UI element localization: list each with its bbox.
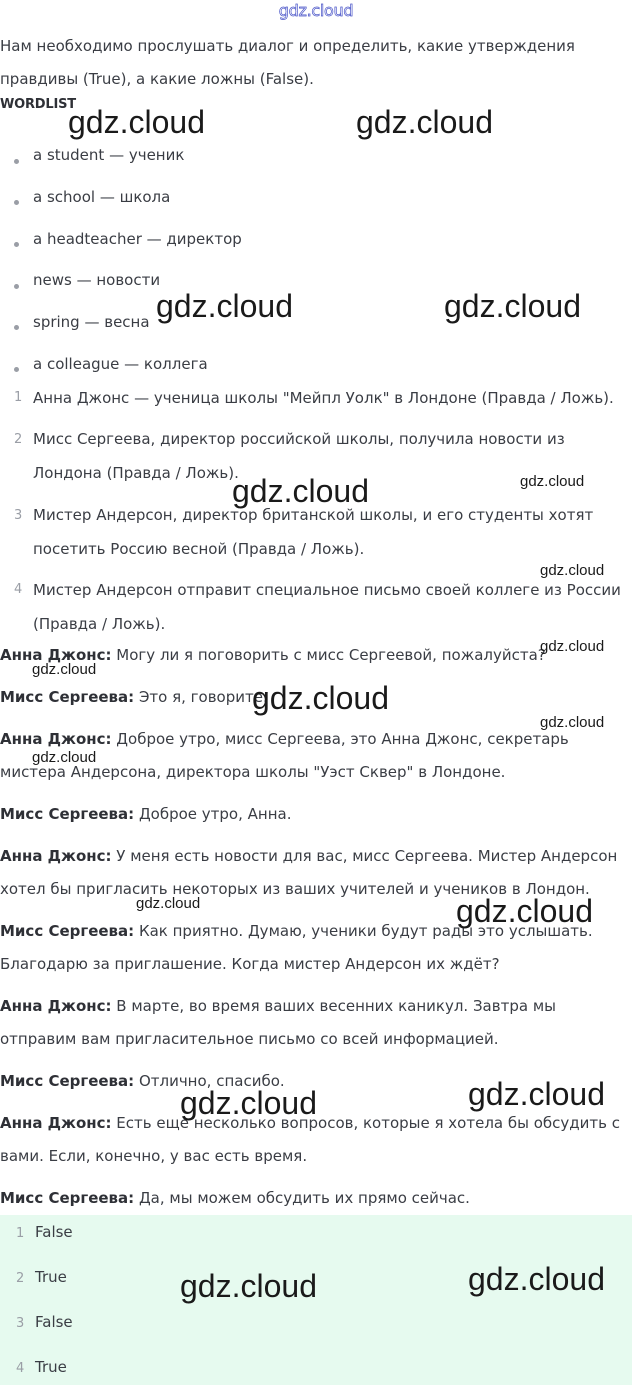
statement-number: 1	[14, 390, 23, 405]
bullet-icon	[14, 200, 19, 205]
watermark-text: gdz.cloud	[540, 714, 605, 731]
speech-text: Доброе утро, мисс Сергеева, это Анна Джонс, секретарь мистера Андерсона, директора школы "Уэст Сквер" в Лондоне.	[0, 730, 569, 781]
wordlist-heading: WORDLIST	[0, 97, 76, 112]
answer-value: False	[35, 1313, 73, 1331]
wordlist-item: a school — школа	[33, 188, 171, 206]
speaker-name: Анна Джонс:	[0, 847, 112, 865]
watermark-text: gdz.cloud	[156, 288, 293, 324]
answer-number: 2	[16, 1271, 25, 1286]
watermark-text: gdz.cloud	[444, 288, 581, 324]
speech-text: В марте, во время ваших весенних каникул. Завтра мы отправим вам пригласительное письмо со всей информацией.	[0, 997, 556, 1048]
task-description: Нам необходимо прослушать диалог и определить, какие утверждения правдивы (True), а какие ложны (False).	[0, 37, 575, 88]
statement-text: Анна Джонс — ученица школы "Мейпл Уолк" в Лондоне (Правда / Ложь).	[33, 389, 614, 407]
speaker-name: Мисс Сергеева:	[0, 805, 135, 823]
speech-text: Да, мы можем обсудить их прямо сейчас.	[134, 1189, 470, 1207]
watermark-text: gdz.cloud	[180, 1085, 317, 1121]
statement-text: Мисс Сергеева, директор российской школы, получила новости из Лондона (Правда / Ложь).	[33, 430, 565, 482]
answer-value: True	[35, 1358, 67, 1376]
speech-text: У меня есть новости для вас, мисс Сергеева. Мистер Андерсон хотел бы пригласить некоторых из ваших учителей и учеников в Лондон.	[0, 847, 618, 898]
speaker-name: Мисс Сергеева:	[0, 1189, 135, 1207]
watermark-text: gdz.cloud	[232, 473, 369, 509]
answer-number: 3	[16, 1316, 25, 1331]
answer-number: 1	[16, 1226, 25, 1241]
speaker-name: Анна Джонс:	[0, 730, 112, 748]
speaker-name: Мисс Сергеева:	[0, 1072, 135, 1090]
answer-value: True	[35, 1268, 67, 1286]
site-logo: gdz.cloud	[278, 1, 354, 20]
bullet-icon	[14, 284, 19, 289]
watermark-text: gdz.cloud	[540, 638, 605, 655]
speech-text: Отлично, спасибо.	[134, 1072, 285, 1090]
wordlist-item: a headteacher — директор	[33, 230, 242, 248]
watermark-text: gdz.cloud	[456, 893, 593, 929]
watermark-text: gdz.cloud	[68, 104, 205, 140]
statement-number: 4	[14, 582, 23, 597]
watermark-text: gdz.cloud	[520, 473, 585, 490]
statement-text: Мистер Андерсон, директор британской школы, и его студенты хотят посетить Россию весной (Правда / Ложь).	[33, 506, 594, 558]
watermark-text: gdz.cloud	[32, 661, 97, 678]
speech-text: Как приятно. Думаю, ученики будут рады это услышать. Благодарю за приглашение. Когда мистер Андерсон их ждёт?	[0, 922, 593, 973]
speaker-name: Анна Джонс:	[0, 646, 112, 664]
speaker-name: Мисс Сергеева:	[0, 688, 135, 706]
dialogue-line	[0, 990, 630, 1056]
watermark-text: gdz.cloud	[252, 680, 389, 716]
wordlist-item: news — новости	[33, 271, 161, 289]
watermark-text: gdz.cloud	[540, 562, 605, 579]
speech-text: Это я, говорите.	[134, 688, 268, 706]
speaker-name: Анна Джонс:	[0, 1114, 112, 1132]
statement-text: Мистер Андерсон отправит специальное письмо своей коллеге из России (Правда / Ложь).	[33, 581, 621, 633]
dialogue-line	[0, 1182, 630, 1215]
speech-text: Есть еще несколько вопросов, которые я хотела бы обсудить с вами. Если, конечно, у вас есть время.	[0, 1114, 621, 1165]
speech-text: Могу ли я поговорить с мисс Сергеевой, пожалуйста?	[111, 646, 546, 664]
speaker-name: Анна Джонс:	[0, 997, 112, 1015]
wordlist-item: a colleague — коллега	[33, 355, 208, 373]
statement-number: 2	[14, 432, 23, 447]
answer-value: False	[35, 1223, 73, 1241]
watermark-text: gdz.cloud	[180, 1268, 317, 1304]
bullet-icon	[14, 242, 19, 247]
dialogue-line	[0, 798, 630, 831]
bullet-icon	[14, 159, 19, 164]
speaker-name: Мисс Сергеева:	[0, 922, 135, 940]
bullet-icon	[14, 367, 19, 372]
bullet-icon	[14, 325, 19, 330]
wordlist-item: spring — весна	[33, 313, 150, 331]
watermark-text: gdz.cloud	[468, 1261, 605, 1297]
answer-number: 4	[16, 1361, 25, 1376]
statement-number: 3	[14, 508, 23, 523]
speech-text: Доброе утро, Анна.	[134, 805, 292, 823]
watermark-text: gdz.cloud	[356, 104, 493, 140]
wordlist-item: a student — ученик	[33, 146, 185, 164]
watermark-text: gdz.cloud	[136, 895, 201, 912]
watermark-text: gdz.cloud	[468, 1076, 605, 1112]
watermark-text: gdz.cloud	[32, 749, 97, 766]
